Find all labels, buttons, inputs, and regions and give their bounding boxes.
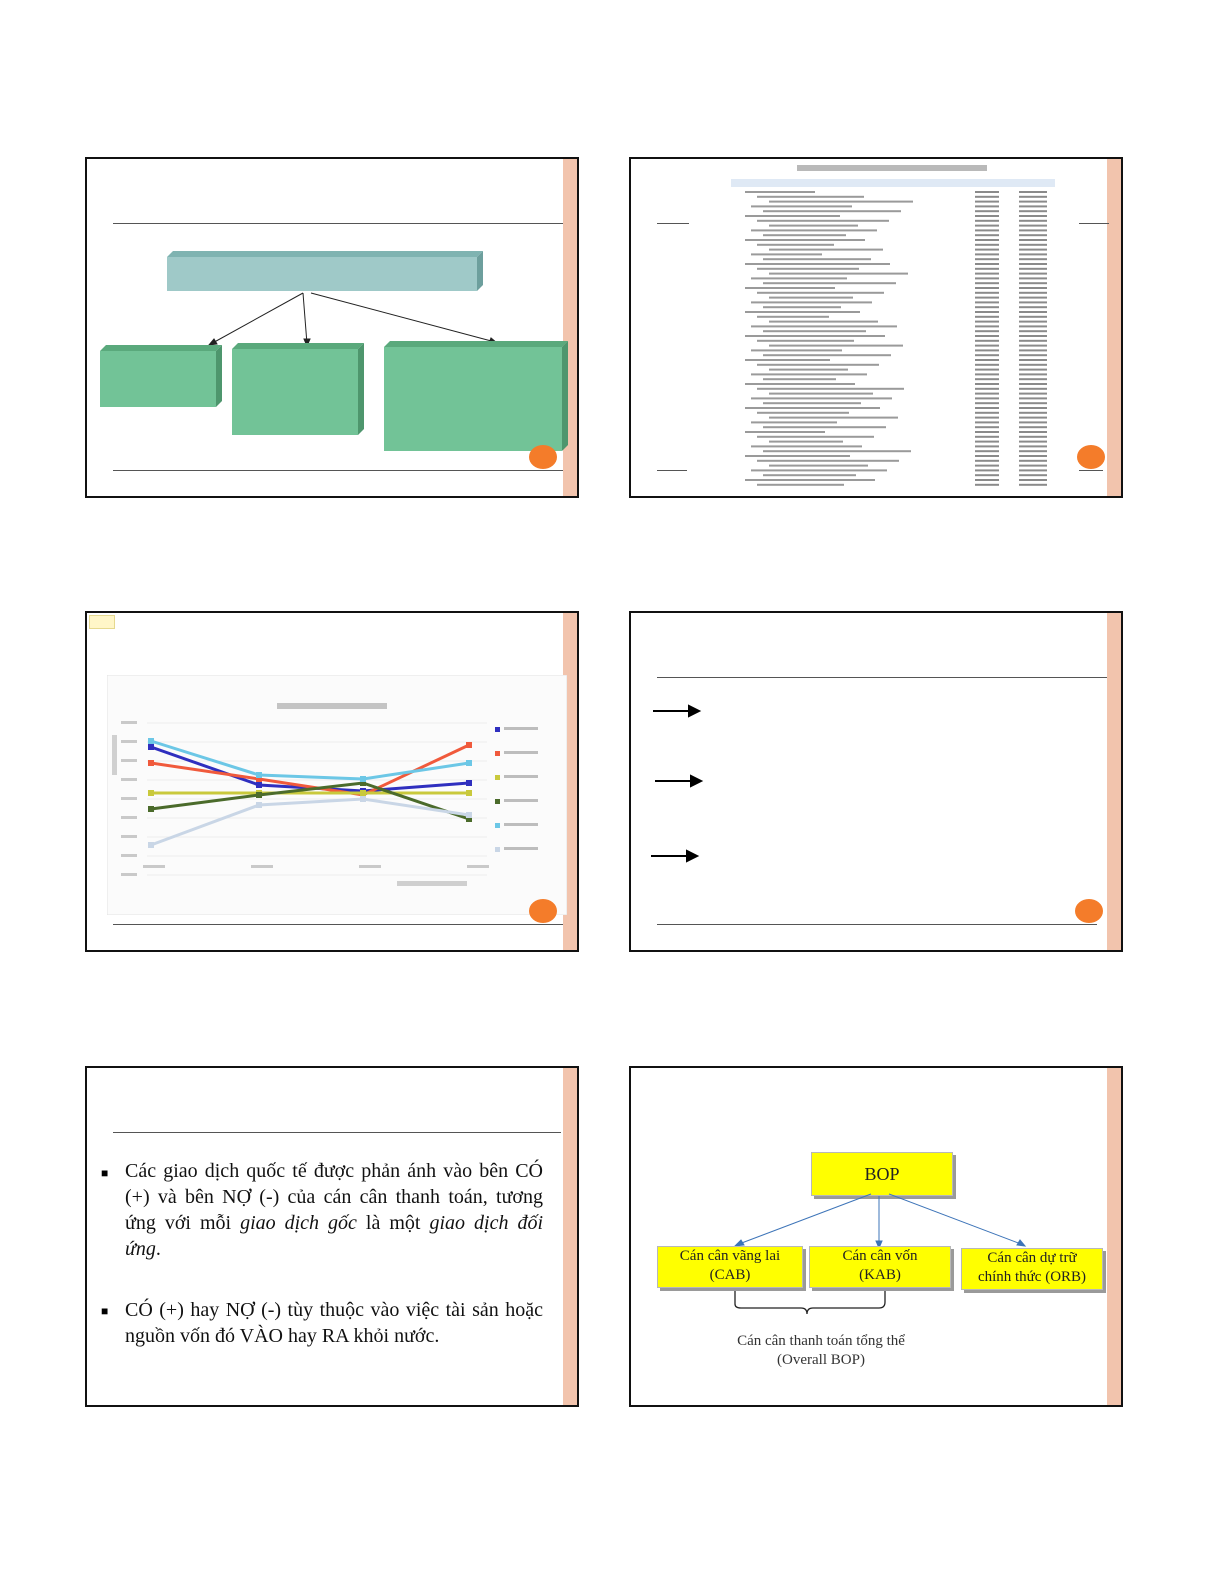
chart-point [360,796,366,802]
table-row-text [745,239,865,241]
bullet-text-run: . [155,1238,161,1260]
table-row-value [975,340,999,342]
chart-point [148,760,154,766]
table-row-value [975,292,999,294]
table-row-value [1019,225,1047,227]
table-row-value [975,321,999,323]
table-row-text [763,450,911,452]
chart-point [466,780,472,786]
slide-stripe [563,1068,577,1405]
table-row-value [975,316,999,318]
table-row-text [769,369,848,371]
table-row-value [975,484,999,486]
table-row-value [1019,450,1047,452]
chart-tick-label-image [121,740,137,743]
table-row-value [975,469,999,471]
table-row-value [1019,388,1047,390]
title-rule [113,1132,561,1133]
table-row-text [751,205,852,207]
table-row-value [1019,407,1047,409]
table-row-value [975,229,999,231]
table-row-value [975,225,999,227]
table-row-text [751,325,897,327]
title-rule-left [657,223,689,224]
table-row-text [763,474,856,476]
cab-line2: (CAB) [709,1267,751,1283]
chart-tick-label-image [121,835,137,838]
table-row-text [769,465,868,467]
table-row-value [975,349,999,351]
table-row-value [1019,455,1047,457]
legend-marker [495,823,500,828]
header-box [167,251,483,291]
table-row-text [769,249,883,251]
table-row-value [975,311,999,313]
table-row-value [1019,297,1047,299]
table-row-value [975,474,999,476]
table-row-value [975,201,999,203]
table-row-text [757,268,859,270]
table-row-value [975,287,999,289]
table-row-value [1019,369,1047,371]
table-row-value [1019,364,1047,366]
table-row-value [975,239,999,241]
table-row-value [1019,469,1047,471]
chart-tick-label-image [121,854,137,857]
table-row-value [975,354,999,356]
table-row-value [1019,191,1047,193]
table-row-text [745,215,840,217]
table-row-value [975,479,999,481]
table-row-text [763,306,841,308]
table-row-value [975,210,999,212]
table-row-value [1019,196,1047,198]
table-row-text [769,297,853,299]
table-row-value [975,364,999,366]
chart-tick-label-image [251,865,273,868]
page-number-dot [529,899,557,923]
bop-root-label: BOP [864,1164,900,1184]
table-row-value [975,383,999,385]
table-row-value [975,191,999,193]
table-row-text [763,330,866,332]
table-row-text [769,345,903,347]
table-row-value [1019,441,1047,443]
table-row-value [1019,484,1047,486]
chart-point [360,790,366,796]
table-row-value [1019,258,1047,260]
table-row-value [975,421,999,423]
chart-point [256,782,262,788]
table-row-value [1019,345,1047,347]
table-row-value [1019,325,1047,327]
table-row-value [1019,273,1047,275]
title-rule-right [1079,223,1109,224]
table-row-value [1019,316,1047,318]
table-row-value [1019,301,1047,303]
table-row-value [1019,421,1047,423]
table-row-value [1019,330,1047,332]
table-row-text [757,316,829,318]
slide-stripe [1107,613,1121,950]
table-row-value [1019,253,1047,255]
table-row-text [763,282,896,284]
table-row-value [975,220,999,222]
table-row-value [975,412,999,414]
table-row-value [1019,215,1047,217]
chart-tick-label-image [359,865,381,868]
chart-point [256,792,262,798]
table-row-text [751,277,847,279]
table-row-value [1019,349,1047,351]
table-row-value [975,388,999,390]
table-row-text [763,210,901,212]
table-row-text [757,244,834,246]
bullet-text-run: giao dịch gốc [240,1212,357,1234]
table-row-value [1019,249,1047,251]
table-row-text [745,287,835,289]
table-row-value [1019,321,1047,323]
balance-chart-image [107,675,567,915]
table-row-text [757,292,884,294]
chart-point [466,812,472,818]
table-row-value [1019,287,1047,289]
table-row-value [1019,210,1047,212]
title-rule [657,677,1107,678]
footer-rule [113,924,563,925]
table-row-text [763,258,871,260]
table-row-text [769,321,878,323]
table-row-value [975,455,999,457]
table-row-value [975,393,999,395]
table-caption [797,165,987,171]
table-row-value [1019,412,1047,414]
slide-2-table [629,157,1123,498]
overall-line1: Cán cân thanh toán tổng thể [737,1333,905,1349]
table-row-value [975,378,999,380]
bullet-text-run: CÓ (+) hay NỢ (-) tùy thuộc vào việc tài sản hoặc nguồn vốn đó VÀO hay RA khỏi nước. [125,1299,543,1347]
table-row-text [757,484,844,486]
orb-line1: Cán cân dự trữ [987,1250,1077,1266]
table-row-text [757,196,864,198]
table-row-text [769,393,873,395]
footer-rule [657,924,1097,925]
slide-4-arrows [629,611,1123,952]
green-box-2 [232,343,364,435]
slide-3-chart [85,611,579,952]
legend-text-image [504,799,538,802]
table-row-text [757,364,879,366]
table-row-value [975,445,999,447]
overall-brace [735,1290,885,1314]
table-row-value [1019,373,1047,375]
table-row-value [1019,378,1047,380]
table-row-text [751,445,862,447]
footer-rule-left [657,470,687,471]
table-row-text [751,421,837,423]
table-row-text [745,455,850,457]
chart-tick-label-image [143,865,165,868]
chart-tick-label-image [121,873,137,876]
table-row-value [1019,292,1047,294]
bullet-marker-2: ■ [101,1304,109,1318]
table-row-text [763,234,846,236]
connector-arrows [209,293,497,346]
table-row-value [975,306,999,308]
table-row-value [975,297,999,299]
table-row-text [757,412,849,414]
table-row-value [1019,277,1047,279]
table-row-value [975,282,999,284]
table-row-text [769,273,908,275]
table-row-text [757,388,904,390]
chart-ylabel-image [112,735,117,775]
chart-tick-label-image [121,778,137,781]
table-row-text [745,407,880,409]
legend-marker [495,727,500,732]
chart-point [466,742,472,748]
bullet-text-run: Các giao dịch quốc tế được phản ánh vào bên CÓ (+) và bên NỢ (-) của cán cân thanh toán, tương ứng với mỗi [125,1160,543,1234]
table-row-value [975,460,999,462]
page-number-dot [1075,899,1103,923]
table-row-value [1019,445,1047,447]
table-row-value [975,465,999,467]
table-row-value [1019,465,1047,467]
table-row-text [751,253,822,255]
bop-table-image [727,159,1067,498]
table-row-value [1019,436,1047,438]
table-row-text [757,460,899,462]
green-box-3 [384,341,568,451]
table-row-value [975,431,999,433]
table-row-value [1019,417,1047,419]
table-row-value [975,345,999,347]
bullet-text-run: giao dịch đối ứng [125,1212,544,1260]
cab-line1: Cán cân vãng lai [679,1248,781,1264]
cab-box [657,1246,803,1288]
overall-bop-label [691,1332,951,1370]
legend-marker [495,799,500,804]
table-row-value [975,450,999,452]
table-row-value [1019,359,1047,361]
table-row-text [745,263,890,265]
table-row-text [745,383,855,385]
corner-tag [89,615,115,629]
arrow-list [647,693,767,893]
table-row-value [1019,335,1047,337]
footer-rule-right [1079,470,1103,471]
legend-marker [495,847,500,852]
table-row-value [975,215,999,217]
chart-point [466,790,472,796]
table-row-value [1019,311,1047,313]
table-row-text [751,373,867,375]
table-row-value [975,263,999,265]
bullet-text-1 [125,1158,543,1262]
table-row-value [1019,244,1047,246]
table-row-value [975,268,999,270]
table-row-value [1019,431,1047,433]
chart-tick-label-image [467,865,489,868]
table-row-text [745,191,815,193]
legend-text-image [504,751,538,754]
chart-tick-label-image [121,797,137,800]
box-diagram [87,159,579,498]
table-row-text [745,335,885,337]
table-row-value [1019,397,1047,399]
table-row-text [757,436,874,438]
chart-tick-label-image [121,816,137,819]
table-row-text [751,229,877,231]
table-row-value [1019,426,1047,428]
kab-line1: Cán cân vốn [842,1248,918,1264]
bullet-text-run: là một [356,1212,430,1234]
chart-point [148,806,154,812]
chart-point [256,772,262,778]
table-row-value [975,426,999,428]
table-row-value [1019,201,1047,203]
slide-5-text [85,1066,579,1407]
legend-marker [495,775,500,780]
chart-point [148,842,154,848]
legend-text-image [504,847,538,850]
chart-title-image [277,703,387,709]
table-header [731,179,1055,187]
table-row-value [975,441,999,443]
table-row-value [975,407,999,409]
table-row-value [975,258,999,260]
slide-stripe [1107,159,1121,496]
table-row-value [975,301,999,303]
table-row-text [769,441,843,443]
table-row-text [763,378,836,380]
chart-tick-label-image [121,759,137,762]
table-row-value [1019,383,1047,385]
orb-line2: chính thức (ORB) [977,1269,1087,1285]
table-row-value [975,417,999,419]
table-row-text [751,469,887,471]
table-row-text [745,431,825,433]
orb-box [961,1248,1103,1290]
table-row-value [1019,205,1047,207]
chart-point [148,744,154,750]
table-row-text [751,301,872,303]
table-row-value [975,359,999,361]
table-row-value [975,253,999,255]
table-row-text [769,225,858,227]
chart-point [148,738,154,744]
table-row-value [1019,393,1047,395]
table-row-value [975,325,999,327]
table-row-value [975,205,999,207]
page-number-dot [1077,445,1105,469]
table-row-text [745,359,830,361]
table-row-text [745,479,875,481]
table-row-value [975,335,999,337]
slide-1-diagram [85,157,579,498]
table-row-text [751,397,892,399]
table-row-value [975,277,999,279]
table-row-value [1019,282,1047,284]
chart-point [256,802,262,808]
bullet-text-2 [125,1297,543,1349]
table-row-value [1019,402,1047,404]
table-row-text [757,220,889,222]
overall-line2: (Overall BOP) [777,1352,865,1368]
table-row-value [975,244,999,246]
table-row-value [1019,354,1047,356]
table-row-value [1019,474,1047,476]
table-row-value [1019,340,1047,342]
kab-line2: (KAB) [859,1267,901,1283]
table-row-text [751,349,842,351]
table-row-value [975,330,999,332]
table-row-value [975,402,999,404]
table-row-value [1019,263,1047,265]
table-row-value [1019,220,1047,222]
table-row-value [1019,229,1047,231]
green-box-1 [100,345,222,407]
table-row-value [975,369,999,371]
legend-text-image [504,775,538,778]
table-row-value [1019,460,1047,462]
chart-tick-label-image [121,721,137,724]
page-number-dot [529,445,557,469]
legend-text-image [504,727,538,730]
bullet-marker-1: ■ [101,1166,109,1180]
legend-marker [495,751,500,756]
chart-point [360,776,366,782]
table-row-text [745,311,860,313]
table-row-value [1019,234,1047,236]
chart-xlabel-image [397,881,467,886]
table-row-value [1019,239,1047,241]
table-row-value [975,273,999,275]
table-row-value [1019,268,1047,270]
table-row-value [975,249,999,251]
table-row-value [975,397,999,399]
table-row-value [975,373,999,375]
kab-box [809,1246,951,1288]
table-row-text [757,340,854,342]
legend-text-image [504,823,538,826]
table-row-text [763,354,891,356]
table-row-text [763,426,886,428]
chart-point [466,760,472,766]
table-row-value [1019,479,1047,481]
slide-6-bop-structure [629,1066,1123,1407]
table-row-value [975,196,999,198]
table-row-text [769,201,913,203]
table-row-text [763,402,861,404]
table-row-value [975,436,999,438]
table-row-value [975,234,999,236]
table-row-value [1019,306,1047,308]
chart-point [148,790,154,796]
table-row-text [769,417,898,419]
